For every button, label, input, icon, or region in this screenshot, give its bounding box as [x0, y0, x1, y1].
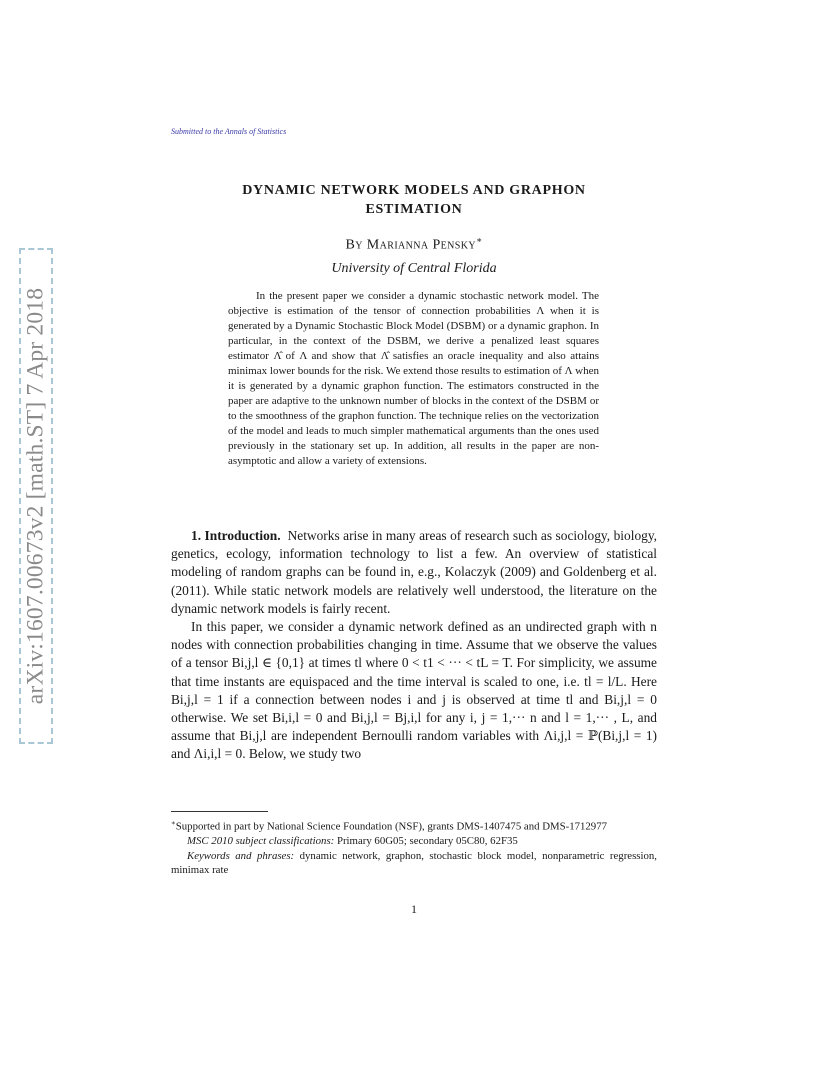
title-line-1: DYNAMIC NETWORK MODELS AND GRAPHON — [242, 183, 586, 198]
footnote-rule — [171, 811, 268, 812]
msc-text: Primary 60G05; secondary 05C80, 62F35 — [336, 835, 518, 848]
title-line-2: ESTIMATION — [365, 202, 463, 217]
intro-paragraph-1 — [171, 527, 657, 618]
footnote-msc — [171, 834, 657, 849]
introduction-section — [171, 527, 657, 764]
footnote-keywords — [171, 849, 657, 878]
footnotes — [171, 816, 657, 878]
author-name: Marianna Pensky — [366, 237, 476, 253]
page-number: 1 — [411, 902, 417, 916]
intro-paragraph-2: In this paper, we consider a dynamic network defined as an undirected graph with n nodes with connection probabilities changing in time. Assume that we observe the values of a tensor Bi,j,l ∈ {0,1} at times tl where 0 < t1 < ··· < tL = T. For simplicity, we assume that time instants are equispaced and the time interval is scaled to one, i.e. tl = l/L. Here Bi,j,l = 1 if a connection between nodes i and j is observed at time tl and Bi,j,l = 0 otherwise. We set Bi,i,l = 0 and Bi,j,l = Bj,i,l for any i, j = 1,··· n and l = 1,··· , L, and assume that Bi,j,l are independent Bernoulli random variables with Λi,j,l = ℙ(Bi,j,l = 1) and Λi,i,l = 0. Below, we study two — [171, 619, 657, 762]
support-text: Supported in part by National Science Foundation (NSF), grants DMS-1407475 and DMS-1712977 — [175, 820, 608, 833]
section-heading: 1. Introduction. — [191, 528, 281, 543]
support-footnote-mark: ∗ — [171, 819, 176, 827]
arxiv-stamp: arXiv:1607.00673v2 [math.ST] 7 Apr 2018 — [22, 287, 49, 705]
keywords-label: Keywords and phrases: — [187, 849, 295, 862]
running-header: Submitted to the Annals of Statistics — [171, 127, 287, 136]
keywords-text: dynamic network, graphon, stochastic block model, nonparametric regression, minimax rate — [171, 849, 657, 877]
affiliation: University of Central Florida — [331, 261, 497, 276]
abstract: In the present paper we consider a dynamic stochastic network model. The objective is estimation of the tensor of connection probabilities Λ when it is generated by a Dynamic Stochastic Block Model (DSBM) or a dynamic graphon. In particular, in the context of the DSBM, we derive a penalized least squares estimator Λ̂ of Λ and show that Λ̂ satisfies an oracle inequality and also attains minimax lower bounds for the risk. We extend those results to estimation of Λ when it is generated by a dynamic graphon function. The estimators constructed in the paper are adaptive to the unknown number of blocks in the context of the DSBM or to the smoothness of the graphon function. The technique relies on the vectorization of the model and leads to much simpler mathematical arguments than the ones used previously in the stationary set up. In addition, all results in the paper are non-asymptotic and allow a variety of extensions. — [228, 290, 599, 467]
author-prefix: By — [345, 237, 363, 253]
paper-title — [171, 181, 657, 219]
author-line — [171, 235, 657, 254]
author-footnote-mark: ∗ — [475, 235, 483, 245]
msc-label: MSC 2010 subject classifications: — [187, 835, 335, 848]
footnote-support — [171, 816, 657, 834]
intro-paragraph-1-text: Networks arise in many areas of research such as sociology, biology, genetics, ecology, information technology to list a few. An overview of statistical modeling of random graphs can be found in, e.g., Kolaczyk (2009) and Goldenberg et al. (2011). While static network models are relatively well understood, the literature on the dynamic network models is fairly recent. — [171, 528, 658, 616]
